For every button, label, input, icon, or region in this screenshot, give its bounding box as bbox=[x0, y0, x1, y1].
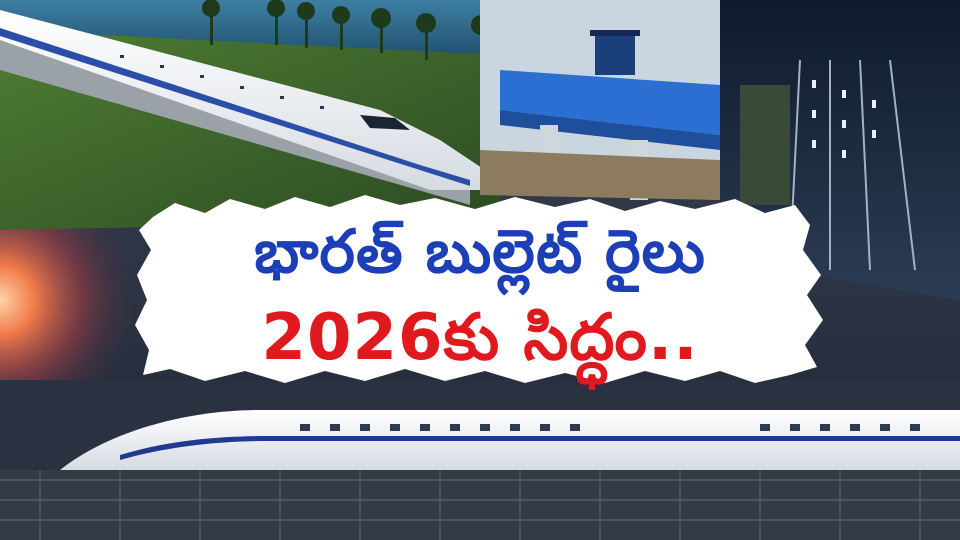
viaduct-construction-image bbox=[480, 0, 720, 200]
bullet-train-side-image bbox=[0, 380, 960, 540]
headline-line-1: భారత్ బుల్లెట్ రైలు bbox=[254, 217, 706, 287]
headline-line-2: 2026కు సిద్ధం.. bbox=[261, 301, 699, 375]
